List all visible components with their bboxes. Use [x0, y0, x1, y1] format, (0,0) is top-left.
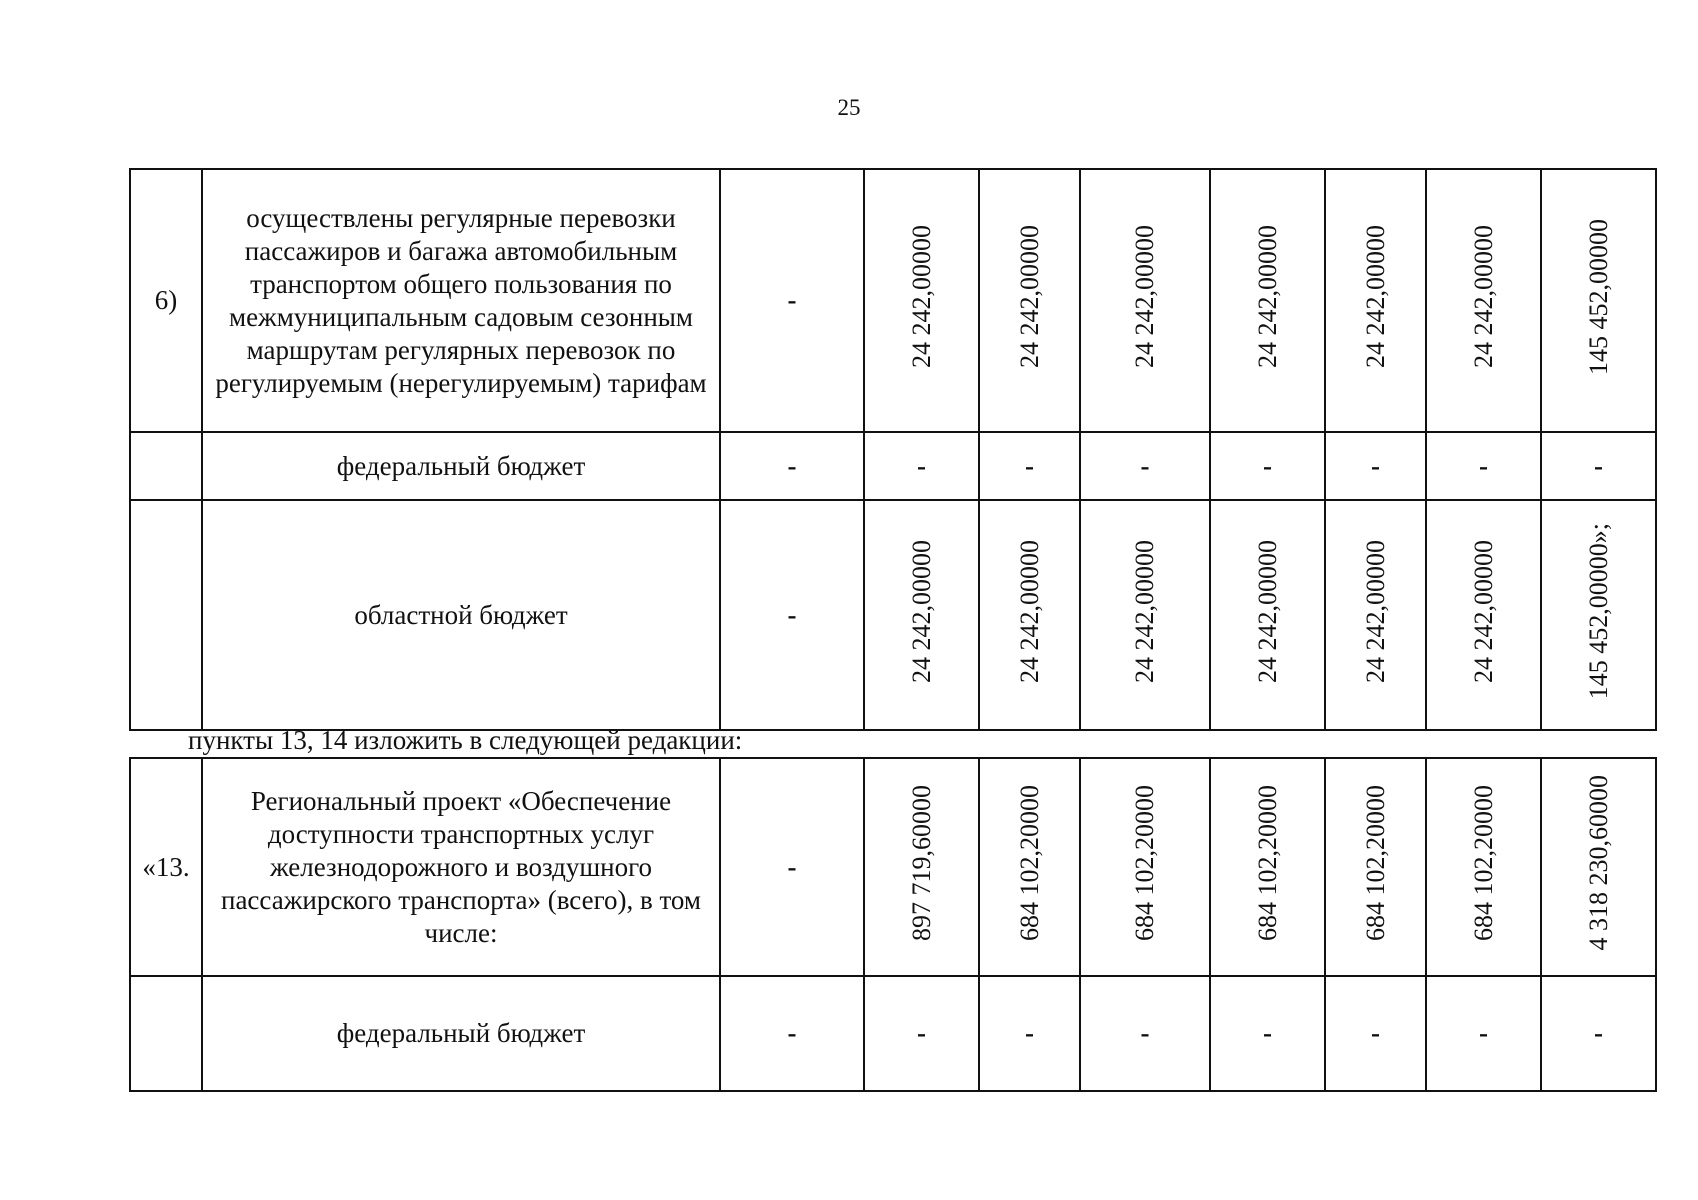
value-text: 684 102,20000 — [1468, 785, 1498, 941]
value-cell: - — [864, 976, 979, 1091]
value-text: 24 242,00000 — [1014, 225, 1044, 368]
table-row — [130, 976, 1656, 1091]
value-cell — [1080, 758, 1210, 976]
value-text: 24 242,00000 — [1014, 539, 1044, 683]
table-row — [130, 500, 1656, 730]
value-cell — [979, 500, 1080, 730]
value-text: 4 318 230,60000 — [1583, 775, 1613, 951]
value-cell — [1426, 758, 1541, 976]
value-text: 24 242,00000 — [906, 539, 936, 683]
cell-dash: - — [720, 976, 864, 1091]
value-text: 24 242,00000 — [1360, 225, 1390, 368]
value-cell: - — [1541, 432, 1656, 500]
value-cell — [1541, 500, 1656, 730]
value-text: 24 242,00000 — [1130, 225, 1159, 368]
row-name: Региональный проект «Обеспечение доступности транспортных услуг железнодорожного и воздушного пассажирского транспорта» (всего), в том числе: — [202, 758, 720, 976]
row-number: 6) — [130, 169, 202, 432]
row-name: областной бюджет — [202, 500, 720, 730]
value-text: 24 242,00000 — [1130, 539, 1159, 683]
amendment-note: пункты 13, 14 изложить в следующей редакции: — [188, 725, 743, 755]
row-number: «13. — [130, 758, 202, 976]
value-cell: - — [1325, 432, 1426, 500]
value-cell — [1541, 758, 1656, 976]
value-cell — [864, 169, 979, 432]
cell-dash: - — [720, 500, 864, 730]
value-cell — [1080, 500, 1210, 730]
value-text: 684 102,20000 — [1014, 785, 1044, 941]
row-number — [130, 500, 202, 730]
table-row — [130, 758, 1656, 976]
value-text: 24 242,00000 — [1252, 225, 1282, 368]
page-number: 25 — [837, 95, 861, 120]
value-cell — [1325, 500, 1426, 730]
value-text: 24 242,00000 — [1360, 539, 1390, 683]
cell-dash: - — [720, 169, 864, 432]
value-cell — [1210, 500, 1325, 730]
value-cell — [1426, 169, 1541, 432]
value-text: 897 719,60000 — [906, 785, 936, 941]
value-cell — [1210, 758, 1325, 976]
row-number — [130, 976, 202, 1091]
value-cell: - — [1080, 976, 1210, 1091]
value-text: 24 242,00000 — [1468, 539, 1498, 683]
value-text: 145 452,00000»; — [1583, 522, 1613, 700]
value-cell: - — [1325, 976, 1426, 1091]
row-name: осуществлены регулярные перевозки пассажиров и багажа автомобильным транспортом общего пользования по межмуниципальным садовым сезонным маршрутам регулярных перевозок по регулируемым (нерегулируемым) тарифам — [202, 169, 720, 432]
value-cell — [1325, 169, 1426, 432]
value-cell — [1426, 500, 1541, 730]
value-text: 684 102,20000 — [1130, 785, 1159, 941]
value-cell: - — [1426, 976, 1541, 1091]
value-cell: - — [1210, 976, 1325, 1091]
value-cell — [864, 500, 979, 730]
value-cell: - — [1210, 432, 1325, 500]
value-cell — [1541, 169, 1656, 432]
value-cell — [1080, 169, 1210, 432]
value-cell — [1325, 758, 1426, 976]
value-cell: - — [1080, 432, 1210, 500]
table-row — [130, 169, 1656, 432]
value-cell — [979, 758, 1080, 976]
value-cell: - — [979, 976, 1080, 1091]
row-name: федеральный бюджет — [202, 432, 720, 500]
value-cell — [1210, 169, 1325, 432]
program-table-part-1 — [129, 168, 1657, 731]
program-table-part-2 — [129, 757, 1657, 1092]
value-text: 24 242,00000 — [1468, 225, 1498, 368]
row-number — [130, 432, 202, 500]
value-text: 145 452,00000 — [1583, 218, 1613, 375]
cell-dash: - — [720, 758, 864, 976]
value-cell: - — [864, 432, 979, 500]
value-cell: - — [1426, 432, 1541, 500]
value-text: 24 242,00000 — [1252, 539, 1282, 683]
value-cell — [979, 169, 1080, 432]
value-text: 24 242,00000 — [906, 225, 936, 368]
table-row — [130, 432, 1656, 500]
value-cell: - — [979, 432, 1080, 500]
value-cell — [864, 758, 979, 976]
value-text: 684 102,20000 — [1360, 785, 1390, 941]
value-cell: - — [1541, 976, 1656, 1091]
value-text: 684 102,20000 — [1252, 785, 1282, 941]
row-name: федеральный бюджет — [202, 976, 720, 1091]
cell-dash: - — [720, 432, 864, 500]
